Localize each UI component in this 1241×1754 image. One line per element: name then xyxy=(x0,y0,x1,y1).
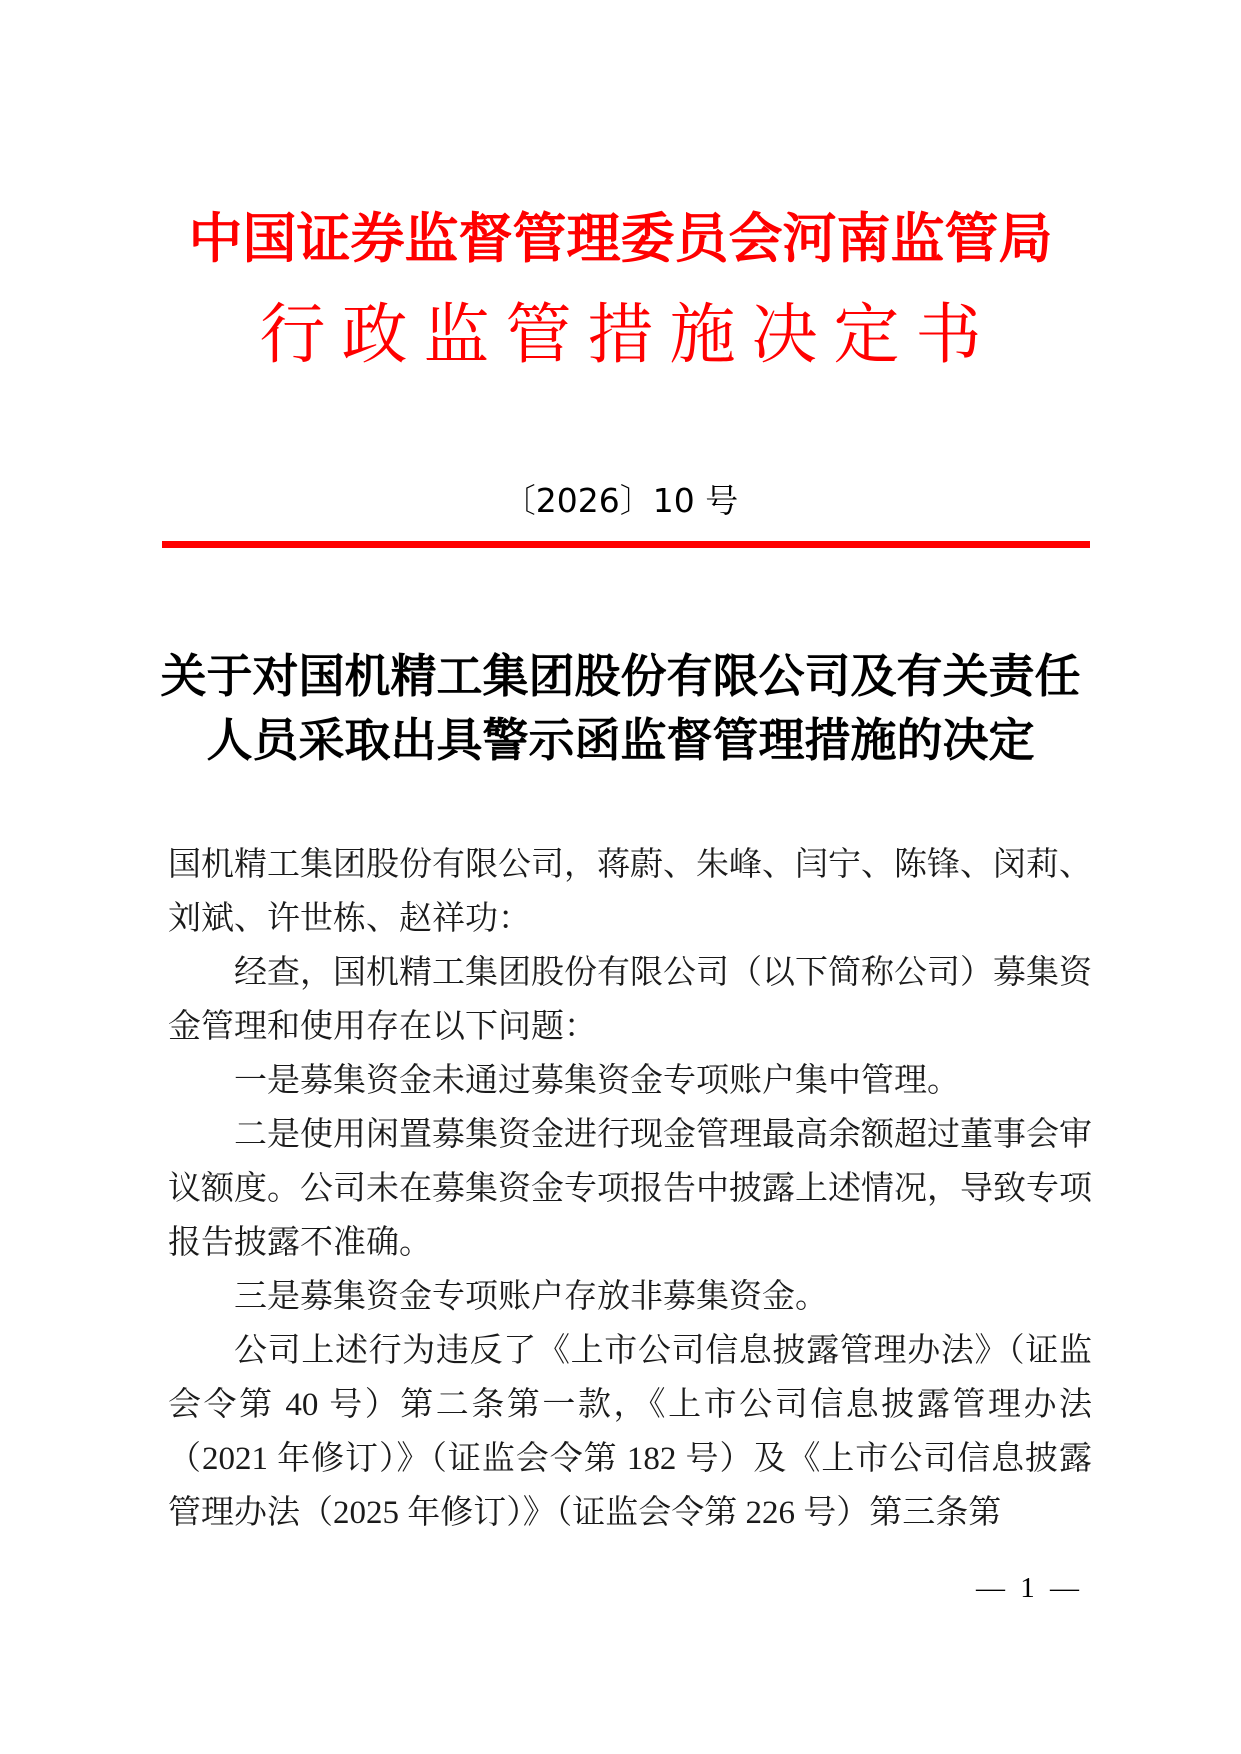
agency-name-header: 中国证券监督管理委员会河南监管局 xyxy=(188,209,1053,269)
document-body xyxy=(168,838,1092,1540)
body-paragraph-issue-2: 二是使用闲置募集资金进行现金管理最高余额超过董事会审议额度。公司未在募集资金专项报告中披露上述情况，导致专项报告披露不准确。 xyxy=(168,1117,1092,1261)
body-paragraph-issue-1: 一是募集资金未通过募集资金专项账户集中管理。 xyxy=(234,1063,960,1099)
document-number: 〔2026〕10 号 xyxy=(502,481,739,520)
document-title-line2: 人员采取出具警示函监督管理措施的决定 xyxy=(206,715,1035,766)
page-number: — 1 — xyxy=(976,1572,1083,1604)
document-title xyxy=(100,645,1141,773)
document-type-header: 行政监管措施决定书 xyxy=(259,299,998,372)
document-title-line1: 关于对国机精工集团股份有限公司及有关责任 xyxy=(160,651,1081,702)
body-paragraph-violation: 公司上述行为违反了《上市公司信息披露管理办法》（证监会令第 40 号）第二条第一款，《上市公司信息披露管理办法（2021 年修订）》（证监会令第 182 号）及《上市公司信息披露管理办法（2025 年修订）》（证监会令第 226 号）第三条第 xyxy=(168,1333,1092,1531)
body-paragraph-findings-intro: 经查，国机精工集团股份有限公司（以下简称公司）募集资金管理和使用存在以下问题： xyxy=(168,955,1092,1045)
body-paragraph-issue-3: 三是募集资金专项账户存放非募集资金。 xyxy=(234,1279,828,1315)
red-separator-line xyxy=(162,541,1090,548)
addressee-paragraph: 国机精工集团股份有限公司，蒋蔚、朱峰、闫宁、陈锋、闵莉、刘斌、许世栋、赵祥功： xyxy=(168,847,1092,937)
